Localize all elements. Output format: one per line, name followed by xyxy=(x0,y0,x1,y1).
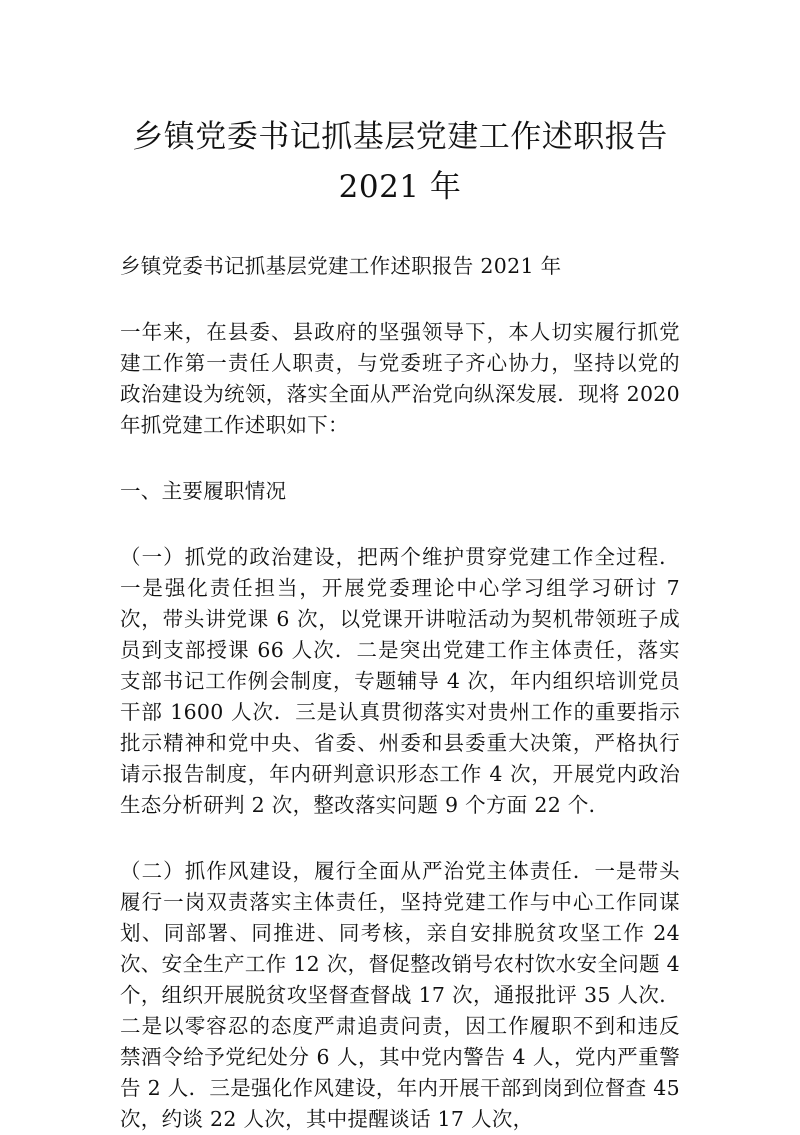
document-page xyxy=(120,0,680,1135)
section-heading: 一、主要履职情况 xyxy=(120,479,287,503)
intro-paragraph: 一年来，在县委、县政府的坚强领导下，本人切实履行抓党建工作第一责任人职责，与党委班子齐心协力，坚持以党的政治建设为统领，落实全面从严治党向纵深发展．现将 2020 年抓党建工作述职如下： xyxy=(120,320,680,437)
document-title xyxy=(120,112,680,212)
section-2-paragraph: （二）抓作风建设，履行全面从严治党主体责任．一是带头履行一岗双责落实主体责任，坚持党建工作与中心工作同谋划、同部署、同推进、同考核，亲自安排脱贫攻坚工作 24 次、安全生产工作 12 次，督促整改销号农村饮水安全问题 4 个，组织开展脱贫攻坚督查督战 17 次，通报批评 35 人次．二是以零容忍的态度严肃追责问责，因工作履职不到和违反禁酒令给予党纪处分 6 人，其中党内警告 4 人，党内严重警告 2 人．三是强化作风建设，年内开展干部到岗到位督查 45 次，约谈 22 人次，其中提醒谈话 17 人次， xyxy=(120,859,680,1131)
document-subtitle: 乡镇党委书记抓基层党建工作述职报告 2021 年 xyxy=(120,254,562,278)
title-line-1: 乡镇党委书记抓基层党建工作述职报告 xyxy=(132,119,668,155)
title-line-2: 2021 年 xyxy=(338,169,462,205)
section-1-paragraph: （一）抓党的政治建设，把两个维护贯穿党建工作全过程．一是强化责任担当，开展党委理论中心学习组学习研讨 7 次，带头讲党课 6 次，以党课开讲啦活动为契机带领班子成员到支部授课 66 人次．二是突出党建工作主体责任，落实支部书记工作例会制度，专题辅导 4 次，年内组织培训党员干部 1600 人次．三是认真贯彻落实对贵州工作的重要指示批示精神和党中央、省委、州委和县委重大决策，严格执行请示报告制度，年内研判意识形态工作 4 次，开展党内政治生态分析研判 2 次，整改落实问题 9 个方面 22 个． xyxy=(120,545,680,817)
